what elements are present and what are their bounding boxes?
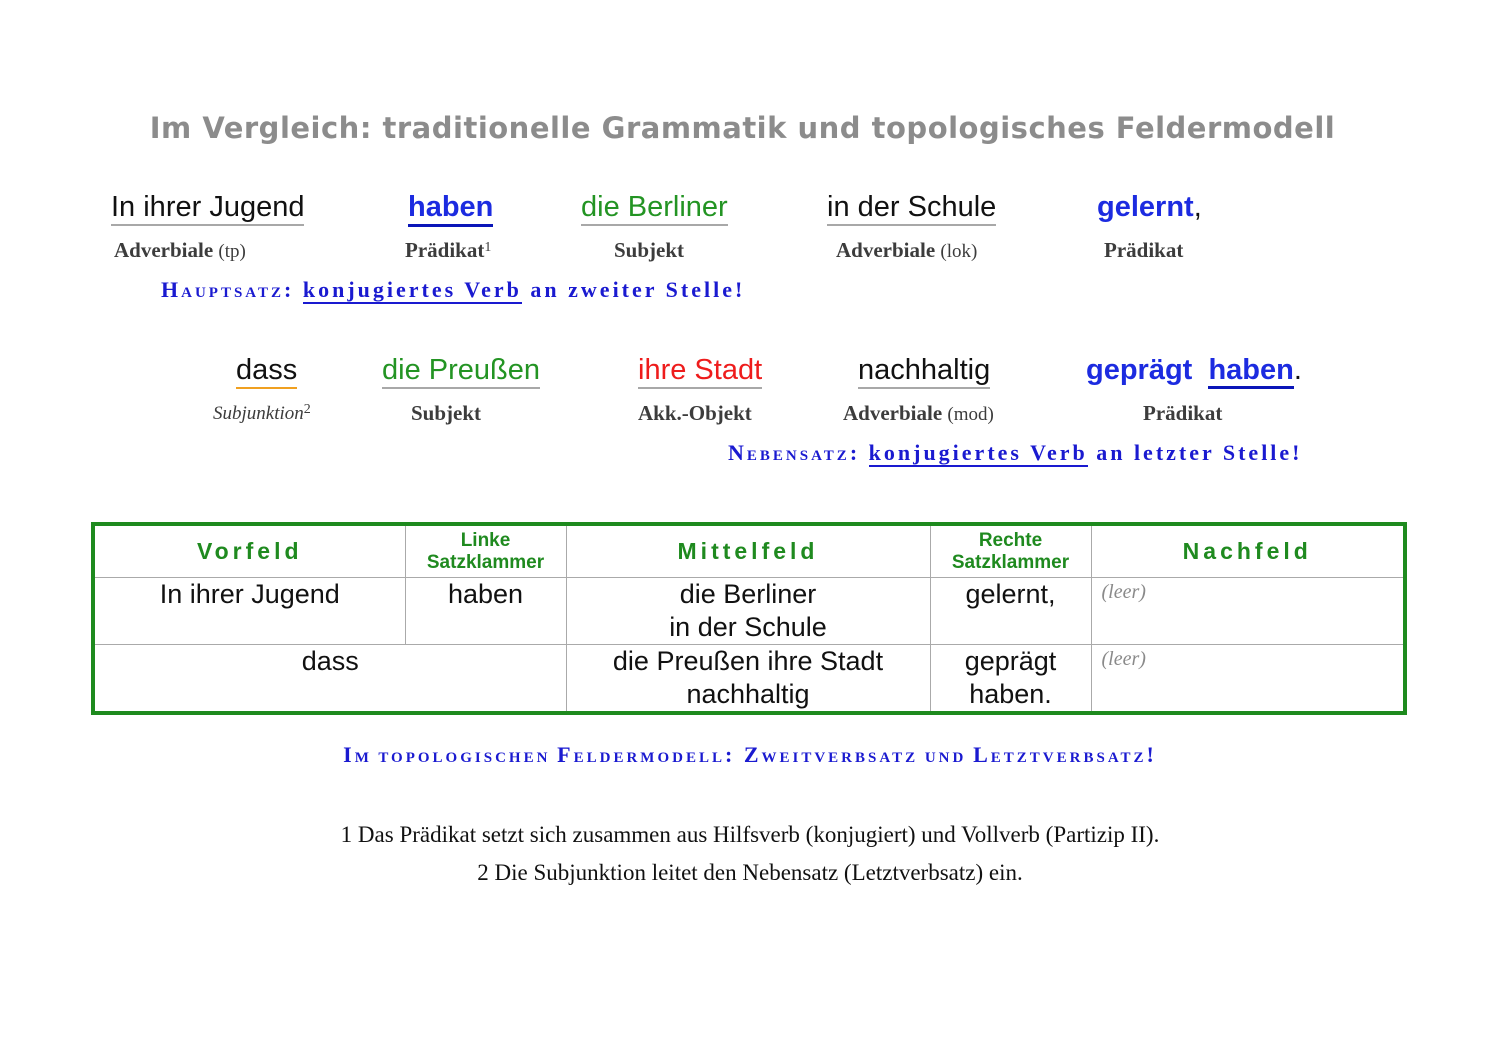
s2-gepraegt-text: geprägt <box>1086 354 1193 386</box>
s2-word-subjunktion: dass <box>236 353 297 389</box>
header-lsk-bottom: Satzklammer <box>426 551 545 573</box>
footnote-ref-2: 2 <box>303 402 311 417</box>
s1-label-adverbiale-tp <box>114 238 246 263</box>
s1-comma: , <box>1193 191 1202 223</box>
s2-word-subjekt: die Preußen <box>382 353 540 389</box>
table-row <box>93 645 1405 714</box>
header-vorfeld-text: Vorfeld <box>196 538 303 564</box>
s1-label-2-text: Prädikat <box>405 238 485 262</box>
header-mittelfeld <box>566 524 930 578</box>
cell-mittel-line-2: in der Schule <box>669 612 827 642</box>
cell-mittelfeld <box>566 578 930 645</box>
s2-label-4-note: (mod) <box>947 404 994 425</box>
summary-part-1: M TOPOLOGISCHEN <box>354 750 558 766</box>
footnote-1: 1 Das Prädikat setzt sich zusammen aus Hilfsverb (konjugiert) und Vollverb (Partizip II). <box>340 822 1160 847</box>
summary-colon: : <box>724 742 744 767</box>
summary-part-3: WEITVERBSATZ UND <box>761 750 974 766</box>
header-linke-satzklammer <box>405 524 566 578</box>
rule2-konjugiertes-verb-link[interactable]: konjugiertes Verb <box>868 440 1088 465</box>
cell-linke-satzklammer: haben <box>405 578 566 645</box>
s1-label-praedikat <box>405 238 491 263</box>
s2-label-1-text: Subjunktion <box>213 403 304 424</box>
header-nachfeld <box>1091 524 1405 578</box>
cell-rechte-satzklammer <box>930 645 1091 714</box>
header-lsk-top: Linke <box>460 529 511 551</box>
s2-haben-text: haben <box>1208 354 1293 389</box>
summary-cap-3: Z <box>743 742 762 767</box>
s2-word-akk-objekt: ihre Stadt <box>638 353 762 389</box>
rule1-tail: an zweiter Stelle! <box>530 277 746 302</box>
rule2-rest: EBENSATZ <box>746 448 850 464</box>
header-nachfeld-text: Nachfeld <box>1182 538 1312 564</box>
summary-excl: ! <box>1146 742 1157 767</box>
s1-label-subjekt: Subjekt <box>614 238 685 262</box>
s1-gelernt-text: gelernt <box>1097 191 1194 223</box>
cell-vorfeld-subjunktion: dass <box>93 645 566 714</box>
cell-mittel-line-2: nachhaltig <box>686 679 810 709</box>
s1-word-subjekt: die Berliner <box>581 190 728 226</box>
s1-word-praedikat-gelernt <box>1097 190 1202 224</box>
header-rechte-satzklammer <box>930 524 1091 578</box>
cell-rsk-line-1: geprägt <box>964 646 1057 676</box>
s2-period: . <box>1293 354 1302 386</box>
cell-rsk-line-2: haben. <box>969 679 1052 709</box>
summary-cap-1: I <box>343 742 355 767</box>
rule1-rest: AUPTSATZ <box>181 285 285 301</box>
rule2-tail: an letzter Stelle! <box>1096 440 1303 465</box>
header-mittelfeld-text: Mittelfeld <box>677 538 819 564</box>
cell-nachfeld: (leer) <box>1091 645 1405 714</box>
table-header-row <box>93 524 1405 578</box>
cell-nachfeld: (leer) <box>1091 578 1405 645</box>
footnote-2: 2 Die Subjunktion leitet den Nebensatz (Letztverbsatz) ein. <box>477 860 1023 885</box>
s2-word-praedikat <box>1086 353 1302 387</box>
cell-mittelfeld <box>566 645 930 714</box>
table-row <box>93 578 1405 645</box>
s1-label-4-text: Adverbiale <box>836 238 936 262</box>
header-rsk-bottom: Satzklammer <box>951 551 1070 573</box>
s1-label-4-note: (lok) <box>940 241 978 262</box>
s1-label-1-text: Adverbiale <box>114 238 214 262</box>
s2-label-subjunktion <box>213 402 311 425</box>
rule1-cap: H <box>161 277 182 302</box>
summary-cap-4: L <box>973 742 991 767</box>
cell-rechte-satzklammer: gelernt, <box>930 578 1091 645</box>
footnote-ref-1: 1 <box>484 240 492 255</box>
header-vorfeld <box>93 524 405 578</box>
s2-label-praedikat: Prädikat <box>1143 401 1223 425</box>
rule-hauptsatz <box>161 277 745 303</box>
header-rsk-top: Rechte <box>978 529 1043 551</box>
summary-cap-2: F <box>557 742 574 767</box>
s1-label-praedikat-2: Prädikat <box>1104 238 1184 262</box>
s2-label-adverbiale-mod <box>843 401 994 426</box>
rule2-colon: : <box>849 440 861 465</box>
s2-label-subjekt: Subjekt <box>411 401 482 425</box>
page-title: Im Vergleich: traditionelle Grammatik und topologisches Feldermodell <box>149 111 1336 145</box>
s1-word-adverbiale-tp: In ihrer Jugend <box>111 190 304 226</box>
s2-label-akk-objekt: Akk.-Objekt <box>638 401 752 425</box>
rule-nebensatz <box>728 440 1303 466</box>
s2-word-adverbiale-mod: nachhaltig <box>858 353 990 389</box>
summary-line <box>0 742 1500 768</box>
s1-label-1-note: (tp) <box>218 241 246 262</box>
s1-label-adverbiale-lok <box>836 238 977 263</box>
summary-part-4: ETZTVERBSATZ <box>990 750 1147 766</box>
cell-mittel-line-1: die Preußen ihre Stadt <box>612 646 884 676</box>
rule2-cap: N <box>728 440 747 465</box>
s2-label-4-text: Adverbiale <box>843 401 943 425</box>
s1-word-praedikat-haben: haben <box>408 190 493 227</box>
cell-vorfeld: In ihrer Jugend <box>93 578 405 645</box>
feldermodell-table <box>91 522 1407 715</box>
s1-word-adverbiale-lok: in der Schule <box>827 190 996 226</box>
cell-mittel-line-1: die Berliner <box>679 579 817 609</box>
summary-part-2: ELDERMODELL <box>573 750 725 766</box>
rule1-colon: : <box>284 277 295 302</box>
rule1-konjugiertes-verb-link[interactable]: konjugiertes Verb <box>302 277 522 302</box>
